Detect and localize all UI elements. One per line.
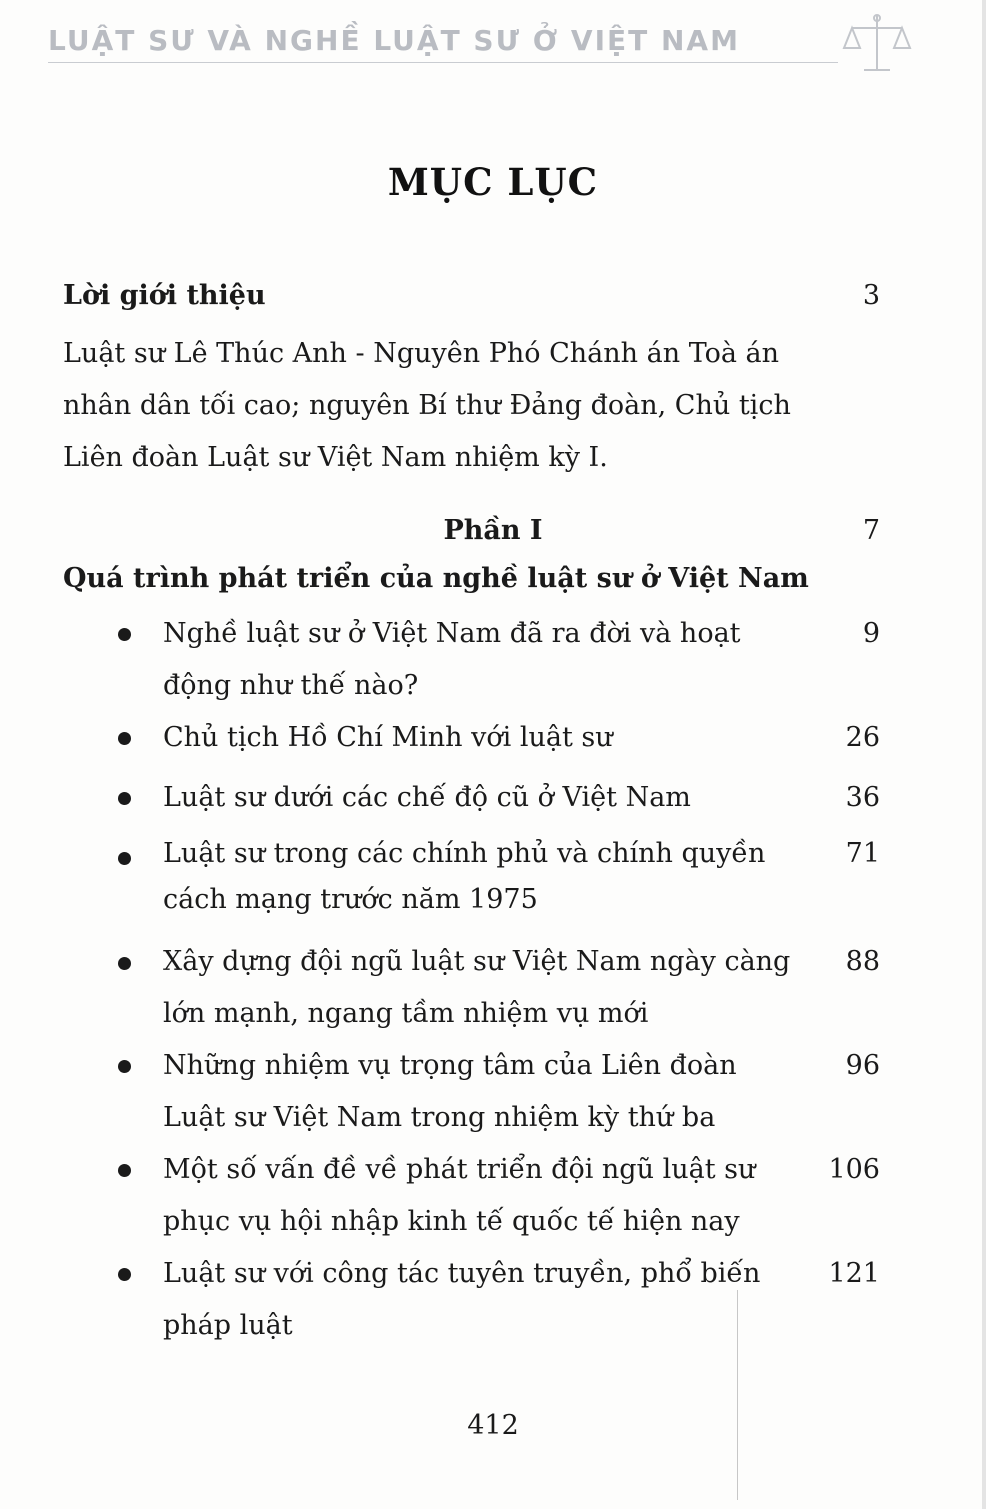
toc-part-page: 7 <box>862 515 880 546</box>
toc-entry-line: động như thế nào? <box>163 670 419 701</box>
toc-entry-line: Những nhiệm vụ trọng tâm của Liên đoàn <box>163 1050 737 1081</box>
toc-entry-line: Luật sư trong các chính phủ và chính quyền <box>163 838 766 869</box>
toc-entry-line: lớn mạnh, ngang tầm nhiệm vụ mới <box>163 998 649 1029</box>
toc-entry-page: 88 <box>845 946 880 977</box>
page-number: 412 <box>467 1410 519 1441</box>
bullet-icon <box>118 957 131 970</box>
toc-entry-line: Xây dựng đội ngũ luật sư Việt Nam ngày càng <box>163 946 791 977</box>
toc-intro-line: Luật sư Lê Thúc Anh - Nguyên Phó Chánh án Toà án <box>63 338 780 369</box>
toc-entry-line: Nghề luật sư ở Việt Nam đã ra đời và hoạt <box>163 618 741 649</box>
bullet-icon <box>118 1164 131 1177</box>
toc-entry-line: cách mạng trước năm 1975 <box>163 884 538 915</box>
toc-entry-line: Luật sư dưới các chế độ cũ ở Việt Nam <box>163 782 691 813</box>
toc-entry <box>163 1144 853 1248</box>
toc-entry <box>163 1040 853 1144</box>
toc-entry-page: 71 <box>845 838 880 869</box>
toc-intro-line: Liên đoàn Luật sư Việt Nam nhiệm kỳ I. <box>63 442 608 473</box>
toc-entry-page: 36 <box>845 782 880 813</box>
toc-entry-line: pháp luật <box>163 1310 293 1341</box>
toc-entry-line: Một số vấn đề về phát triển đội ngũ luật sư <box>163 1154 756 1185</box>
toc-intro-page: 3 <box>862 280 880 311</box>
bullet-icon <box>118 1268 131 1281</box>
toc-entry <box>163 608 853 712</box>
toc-title: MỤC LỤC <box>387 160 599 204</box>
toc-entry <box>163 936 853 1040</box>
toc-entry-line: Luật sư Việt Nam trong nhiệm kỳ thứ ba <box>163 1102 716 1133</box>
toc-entry <box>163 831 853 923</box>
toc-intro-label: Lời giới thiệu <box>63 280 266 311</box>
bullet-icon <box>118 852 131 865</box>
toc-entry-line: phục vụ hội nhập kinh tế quốc tế hiện nay <box>163 1206 740 1237</box>
toc-entry-page: 96 <box>845 1050 880 1081</box>
toc-entry <box>163 1248 853 1352</box>
toc-part-label: Phần I <box>443 515 543 546</box>
toc-entry-page: 26 <box>845 722 880 753</box>
bullet-icon <box>118 628 131 641</box>
toc-entry-line: Luật sư với công tác tuyên truyền, phổ biến <box>163 1258 761 1289</box>
toc-entry <box>163 712 853 764</box>
toc-entry-page: 121 <box>828 1258 880 1289</box>
toc-entry-line: Chủ tịch Hồ Chí Minh với luật sư <box>163 722 613 753</box>
toc-part-subtitle: Quá trình phát triển của nghề luật sư ở Việt Nam <box>63 563 809 594</box>
toc-intro-line: nhân dân tối cao; nguyên Bí thư Đảng đoàn, Chủ tịch <box>63 390 791 421</box>
bullet-icon <box>118 732 131 745</box>
bullet-icon <box>118 1060 131 1073</box>
toc-entry-page: 106 <box>828 1154 880 1185</box>
bleed-through-header: LUẬT SƯ VÀ NGHỀ LUẬT SƯ Ở VIỆT NAM <box>48 24 740 57</box>
toc-entry <box>163 772 853 824</box>
toc-entry-page: 9 <box>862 618 880 649</box>
bullet-icon <box>118 792 131 805</box>
